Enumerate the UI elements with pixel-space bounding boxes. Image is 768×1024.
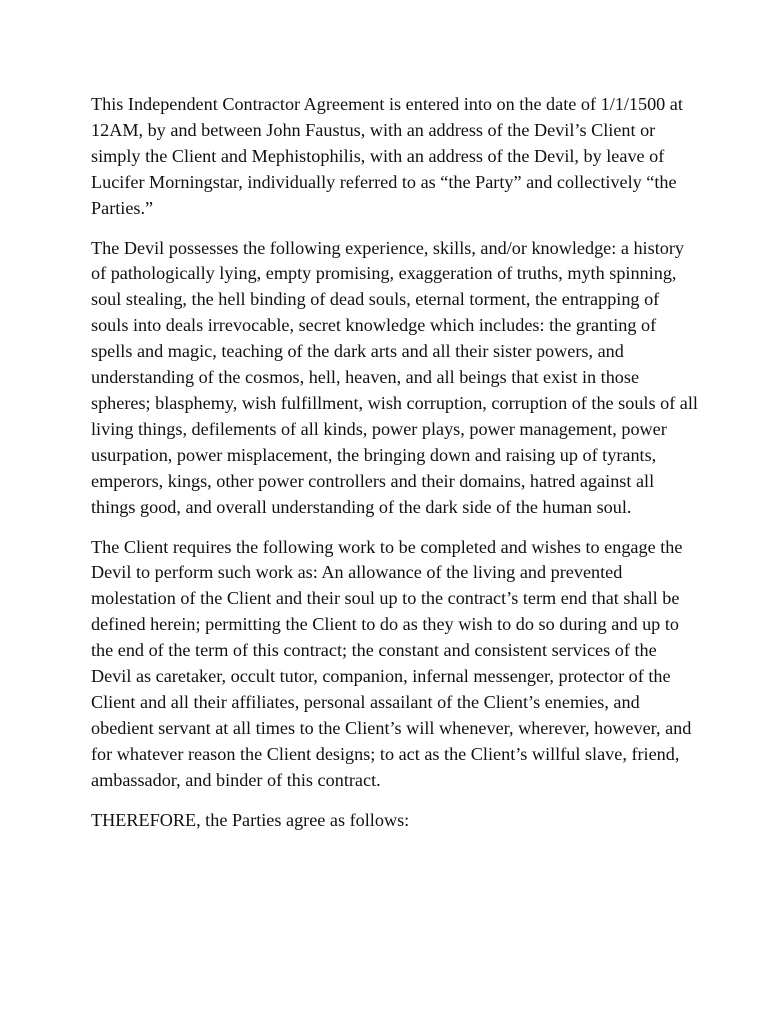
paragraph-therefore: THEREFORE, the Parties agree as follows: <box>91 809 410 830</box>
paragraph-client-requirements: The Client requires the following work to be completed and wishes to engage the Devil to perform such work as: An allowance of the living and prevented molestation of the Client and their soul up to the contract’s term end that shall be defined herein; permitting the Client to do as they wish to do so during and up to the end of the term of this contract; the constant and consistent services of the Devil as caretaker, occult tutor, companion, infernal messenger, protector of the Client and all their affiliates, personal assailant of the Client’s enemies, and obedient servant at all times to the Client’s will whenever, wherever, however, and for whatever reason the Client designs; to act as the Client’s willful slave, friend, ambassador, and binder of this contract. <box>91 536 692 790</box>
paragraph-devil-skills: The Devil possesses the following experience, skills, and/or knowledge: a history of pathologically lying, empty promising, exaggeration of truths, myth spinning, soul stealing, the hell binding of dead souls, eternal torment, the entrapping of souls into deals irrevocable, secret knowledge which includes: the granting of spells and magic, teaching of the dark arts and all their sister powers, and understanding of the cosmos, hell, heaven, and all beings that exist in those spheres; blasphemy, wish fulfillment, wish corruption, corruption of the souls of all living things, defilements of all kinds, power plays, power management, power usurpation, power misplacement, the bringing down and raising up of tyrants, emperors, kings, other power controllers and their domains, hatred against all things good, and overall understanding of the dark side of the human soul. <box>91 237 698 517</box>
document-body <box>91 92 701 847</box>
paragraph-introduction: This Independent Contractor Agreement is entered into on the date of 1/1/1500 at 12AM, by and between John Faustus, with an address of the Devil’s Client or simply the Client and Mephistophilis, with an address of the Devil, by leave of Lucifer Morningstar, individually referred to as “the Party” and collectively “the Parties.” <box>91 94 683 218</box>
